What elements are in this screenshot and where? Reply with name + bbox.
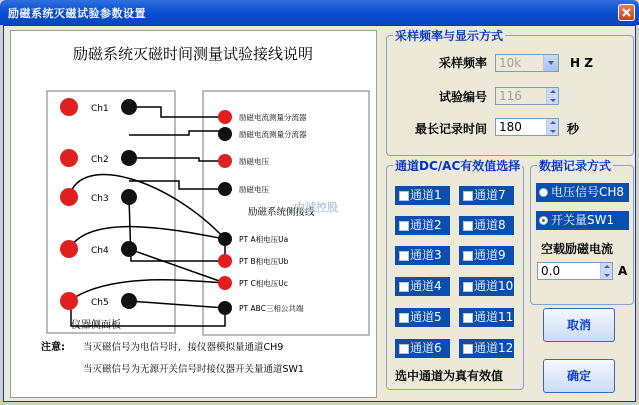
window-title: 励磁系统灭磁试验参数设置 xyxy=(8,7,146,20)
ch4-black-terminal xyxy=(121,241,137,257)
ch3-black-terminal xyxy=(121,189,137,205)
channel-label-3: Ch3 xyxy=(91,194,109,204)
terminal-label-2: 励磁电流测量分流器 xyxy=(239,130,307,139)
no-load-current-label: 空载励磁电流 xyxy=(541,242,614,256)
channel-rms-hint: 选中通道为真有效值 xyxy=(395,369,504,383)
title-bar xyxy=(0,0,639,25)
no-load-current-unit: A xyxy=(618,264,628,278)
channel-label-1: Ch1 xyxy=(91,104,109,114)
terminal-shunt-2 xyxy=(218,127,232,141)
channel-10-checkbox[interactable]: 通道10 xyxy=(459,277,514,296)
max-record-time-value: 180 xyxy=(499,120,522,134)
no-load-current-input[interactable] xyxy=(537,262,613,280)
max-record-time-input[interactable] xyxy=(495,118,559,136)
test-number-label: 试验编号 xyxy=(439,90,488,104)
ch4-red-terminal xyxy=(60,240,78,258)
terminal-pt-c xyxy=(218,276,232,290)
terminal-shunt-1 xyxy=(218,110,232,124)
switch-signal-label: 开关量SW1 xyxy=(551,213,615,227)
ch2-red-terminal xyxy=(60,149,78,167)
record-mode-group-title: 数据记录方式 xyxy=(539,159,612,173)
channel-9-checkbox[interactable]: 通道9 xyxy=(459,246,514,265)
wiring-diagram-panel xyxy=(10,30,377,398)
note-line-2: 当灭磁信号为无源开关信号时接仪器开关量通道SW1 xyxy=(83,364,304,375)
terminal-label-5: PT A相电压Ua xyxy=(239,235,289,244)
voltage-signal-label: 电压信号CH8 xyxy=(551,185,625,199)
channel-rms-group-title: 通道DC/AC有效值选择 xyxy=(395,159,521,173)
sampling-group xyxy=(386,29,634,156)
channel-label-4: Ch4 xyxy=(91,246,109,256)
channel-label-2: Ch2 xyxy=(91,155,109,165)
terminal-pt-common xyxy=(218,301,232,315)
terminal-voltage-2 xyxy=(218,182,232,196)
voltage-signal-radio[interactable] xyxy=(536,183,629,202)
channel-12-checkbox[interactable]: 通道12 xyxy=(459,339,514,358)
note-line-1: 当灭磁信号为电信号时，接仪器模拟量通道CH9 xyxy=(83,342,284,353)
watermark: 中诚控股 xyxy=(294,201,338,214)
diagram-title: 励磁系统灭磁时间测量试验接线说明 xyxy=(72,45,314,63)
test-number-spinner[interactable] xyxy=(546,88,558,104)
sample-rate-label: 采样频率 xyxy=(439,56,488,70)
no-load-current-value: 0.0 xyxy=(541,264,561,278)
channel-6-checkbox[interactable]: 通道6 xyxy=(395,339,450,358)
channel-5-checkbox[interactable]: 通道5 xyxy=(395,308,450,327)
max-record-time-unit: 秒 xyxy=(567,122,580,136)
ch1-red-terminal xyxy=(60,98,78,116)
radio-indicator xyxy=(539,188,548,197)
terminal-label-1: 励磁电流测量分流器 xyxy=(239,113,307,122)
channel-2-checkbox[interactable]: 通道2 xyxy=(395,216,450,235)
test-number-input[interactable] xyxy=(495,87,559,105)
terminal-label-3: 励磁电压 xyxy=(239,157,269,166)
channel-3-checkbox[interactable]: 通道3 xyxy=(395,246,450,265)
ch2-black-terminal xyxy=(121,150,137,166)
close-icon xyxy=(619,5,634,20)
sample-rate-unit: H Z xyxy=(570,56,593,70)
note-label: 注意: xyxy=(41,342,65,353)
record-mode-group xyxy=(530,159,634,305)
channel-8-checkbox[interactable]: 通道8 xyxy=(459,216,514,235)
close-button[interactable] xyxy=(618,4,635,21)
switch-signal-radio[interactable] xyxy=(536,211,629,230)
ch5-black-terminal xyxy=(121,293,137,309)
test-number-value: 116 xyxy=(499,89,522,103)
channel-7-checkbox[interactable]: 通道7 xyxy=(459,186,514,205)
channel-label-5: Ch5 xyxy=(91,298,109,308)
max-record-time-spinner[interactable] xyxy=(546,119,558,135)
excitation-side-label: 励磁系统侧接线 xyxy=(248,207,315,218)
dialog-body xyxy=(3,25,636,402)
terminal-voltage-1 xyxy=(218,154,232,168)
channel-terminals xyxy=(60,98,137,310)
sample-rate-select[interactable] xyxy=(495,54,559,72)
excitation-terminals xyxy=(218,110,232,315)
terminal-label-8: PT ABC三相公共端 xyxy=(239,304,304,313)
channel-11-checkbox[interactable]: 通道11 xyxy=(459,308,514,327)
terminal-pt-b xyxy=(218,254,232,268)
channel-1-checkbox[interactable]: 通道1 xyxy=(395,186,450,205)
max-record-time-label: 最长记录时间 xyxy=(415,122,488,136)
ch1-black-terminal xyxy=(121,99,137,115)
chevron-down-icon[interactable] xyxy=(543,55,558,71)
radio-indicator-selected xyxy=(539,216,548,225)
sampling-group-title: 采样频率与显示方式 xyxy=(395,29,504,43)
no-load-current-spinner[interactable] xyxy=(600,263,612,279)
channel-4-checkbox[interactable]: 通道4 xyxy=(395,277,450,296)
cancel-button[interactable]: 取消 xyxy=(543,308,615,342)
channel-rms-group xyxy=(386,159,524,390)
terminal-label-4: 励磁电压 xyxy=(239,185,269,194)
ch3-red-terminal xyxy=(60,188,78,206)
wiring-diagram xyxy=(11,31,376,397)
terminal-pt-a xyxy=(218,232,232,246)
instrument-panel-label: 仪器侧面板 xyxy=(71,320,121,331)
terminal-label-7: PT C相电压Uc xyxy=(239,279,288,288)
ok-button[interactable]: 确定 xyxy=(543,359,615,393)
sample-rate-value: 10k xyxy=(499,56,522,70)
terminal-label-6: PT B相电压Ub xyxy=(239,257,289,266)
ch5-red-terminal xyxy=(60,292,78,310)
